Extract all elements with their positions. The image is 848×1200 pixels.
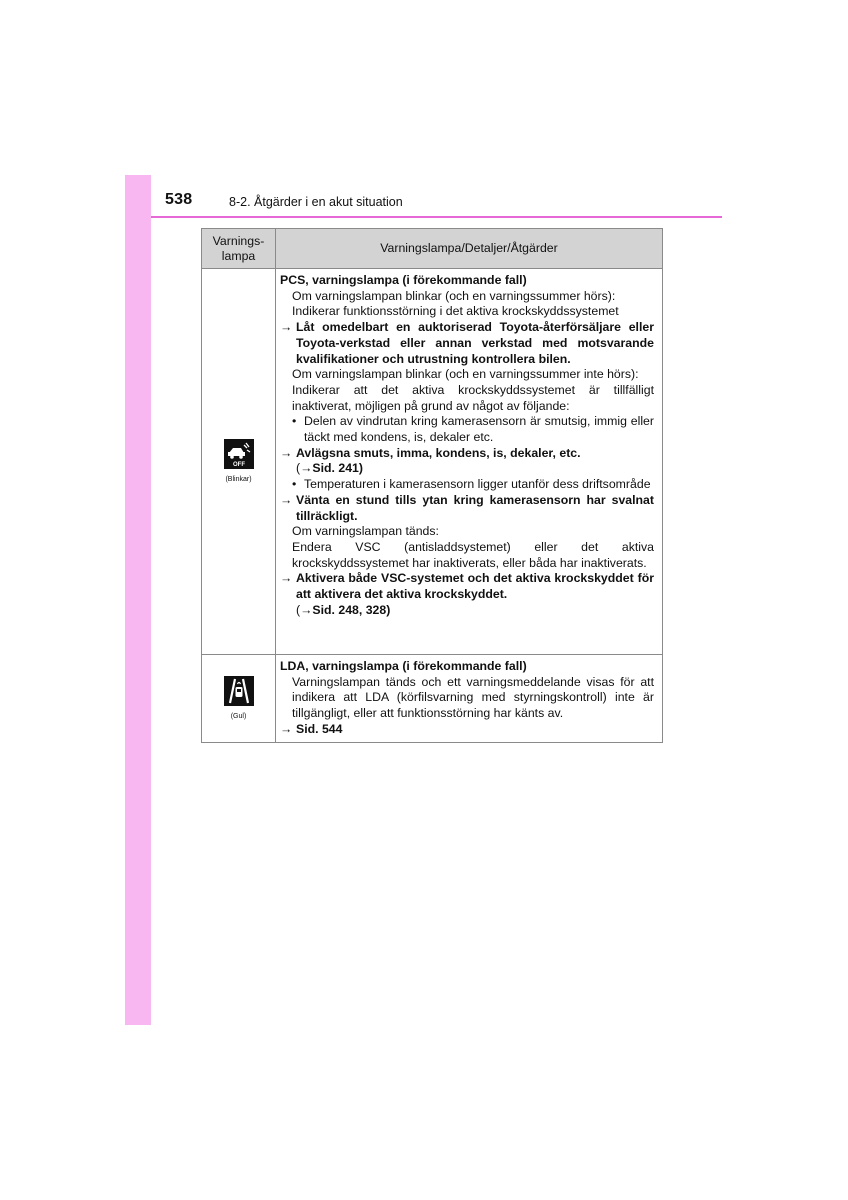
lamp-cell: [202, 655, 276, 743]
arrow-icon: →: [300, 602, 313, 617]
column-header-lamp: [202, 229, 276, 269]
svg-text:OFF: OFF: [232, 462, 245, 469]
column-header-details: Varningslampa/Detaljer/Åtgärder: [276, 229, 663, 269]
detail-text: Om varningslampan blinkar (och en varningssummer inte hörs):: [292, 367, 639, 382]
page-reference: (→Sid. 241): [296, 461, 363, 476]
table-row-lda: [202, 655, 663, 743]
section-title: 8-2. Åtgärder i en akut situation: [229, 195, 403, 209]
arrow-icon: →: [280, 721, 293, 736]
action-item: → Låt omedelbart en auktoriserad Toyota-återförsäljare eller Toyota-verkstad eller annan verkstad med motsvarande kvalifikationer och utrustning kontrollera bilen.: [280, 320, 654, 366]
action-item: → Sid. 544: [280, 721, 343, 736]
page-number: 538: [165, 191, 193, 208]
detail-text: Endera VSC (antisladdsystemet) eller det aktiva krockskyddssystemet har inaktiverats, eller båda har inaktiverats.: [292, 539, 654, 570]
arrow-icon: →: [280, 571, 293, 586]
arrow-icon: →: [280, 445, 293, 460]
details-cell: [276, 269, 663, 655]
detail-text: Om varningslampan tänds:: [292, 524, 439, 539]
action-item: → Aktivera både VSC-systemet och det aktiva krockskyddet för att aktivera det aktiva krockskyddet.: [280, 571, 654, 602]
arrow-icon: →: [300, 461, 313, 476]
detail-title: PCS, varningslampa (i förekommande fall): [280, 273, 527, 287]
action-item: → Vänta en stund tills ytan kring kamerasensorn har svalnat tillräckligt.: [280, 492, 654, 523]
page-reference: (→Sid. 248, 328): [296, 602, 391, 617]
lamp-cell: [202, 269, 276, 655]
lamp-caption: (Blinkar): [225, 475, 252, 483]
bullet-item: • Temperaturen i kamerasensorn ligger utanför dess driftsområde: [292, 477, 651, 492]
bullet-icon: •: [292, 414, 297, 429]
pcs-off-warning-icon: [224, 439, 254, 469]
action-item: → Avlägsna smuts, imma, kondens, is, dekaler, etc.: [280, 445, 581, 460]
bullet-icon: •: [292, 477, 297, 492]
detail-text: Om varningslampan blinkar (och en varningssummer hörs):: [292, 288, 616, 303]
detail-text: Indikerar funktionsstörning i det aktiva krockskyddssystemet: [292, 304, 619, 319]
arrow-icon: →: [280, 492, 293, 507]
column-header-lamp-label: Varnings- lampa: [212, 233, 265, 263]
detail-text: Varningslampan tänds och ett varningsmeddelande visas för att indikera att LDA (körfilsvarning med styrningskontroll) inte är tillgängligt, eller att funktionsstörning har känts av.: [292, 674, 654, 721]
side-accent-band: [125, 175, 151, 1025]
table-row-pcs: [202, 269, 663, 655]
lamp-caption: (Gul): [230, 712, 247, 720]
page-header: [151, 175, 722, 218]
lda-warning-icon: [224, 676, 254, 706]
arrow-icon: →: [280, 320, 293, 335]
detail-title: LDA, varningslampa (i förekommande fall): [280, 659, 527, 673]
warning-lamp-table: [201, 228, 663, 743]
bullet-item: • Delen av vindrutan kring kamerasensorn är smutsig, immig eller täckt med kondens, is, dekaler etc.: [292, 414, 654, 445]
detail-text: Indikerar att det aktiva krockskyddssystemet är tillfälligt inaktiverat, möjligen på grund av något av följande:: [292, 382, 654, 413]
details-cell: [276, 655, 663, 743]
